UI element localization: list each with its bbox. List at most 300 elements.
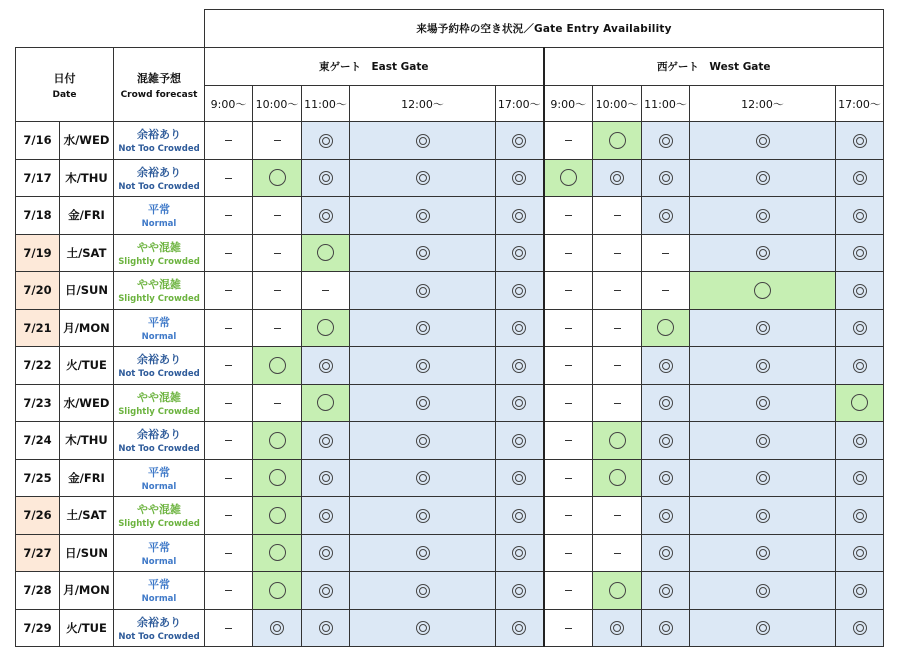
date-cell: 7/17 (16, 159, 60, 197)
single-circle-mark (560, 169, 577, 186)
single-circle-mark (317, 319, 334, 336)
date-cell: 7/25 (16, 459, 60, 497)
east-slot-cell (205, 272, 253, 310)
double-circle-mark (416, 321, 430, 335)
single-circle-mark (269, 169, 286, 186)
forecast-label-jp: 平常 (148, 203, 170, 217)
single-circle-mark (317, 394, 334, 411)
dash-mark (225, 478, 232, 479)
forecast-label-jp: やや混雑 (137, 278, 181, 292)
single-circle-mark (609, 132, 626, 149)
west-slot-cell (836, 459, 884, 497)
dash-mark (274, 403, 281, 404)
forecast-cell (114, 234, 205, 272)
date-header-en: Date (52, 89, 77, 100)
dash-mark (614, 515, 621, 516)
east-slot-cell (350, 422, 496, 460)
forecast-label-en: Slightly Crowded (118, 519, 200, 530)
east-slot-cell (350, 347, 496, 385)
double-circle-mark (853, 471, 867, 485)
east-slot-cell (253, 534, 302, 572)
forecast-label-en: Normal (141, 481, 177, 492)
east-slot-cell (302, 609, 350, 647)
east-slot-cell (496, 197, 544, 235)
dash-mark (225, 328, 232, 329)
west-slot-cell (593, 422, 642, 460)
west-slot-cell (642, 234, 690, 272)
double-circle-mark (853, 434, 867, 448)
double-circle-mark (319, 359, 333, 373)
east-slot-cell (350, 534, 496, 572)
single-circle-mark (269, 357, 286, 374)
dash-mark (565, 590, 572, 591)
dash-mark (614, 328, 621, 329)
day-cell: 水/WED (60, 384, 114, 422)
east-slot-cell (350, 234, 496, 272)
double-circle-mark (659, 546, 673, 560)
west-slot-cell (690, 309, 836, 347)
east-slot-cell (302, 384, 350, 422)
double-circle-mark (416, 171, 430, 185)
double-circle-mark (853, 321, 867, 335)
dash-mark (225, 515, 232, 516)
double-circle-mark (756, 546, 770, 560)
east-slot-cell (253, 609, 302, 647)
forecast-label-jp: やや混雑 (137, 503, 181, 517)
east-slot-cell (350, 122, 496, 160)
west-slot-cell (836, 497, 884, 535)
day-cell: 水/WED (60, 122, 114, 160)
east-slot-cell (496, 272, 544, 310)
forecast-label-en: Normal (141, 594, 177, 605)
west-slot-cell (593, 459, 642, 497)
east-slot-cell (205, 497, 253, 535)
dash-mark (565, 215, 572, 216)
double-circle-mark (416, 396, 430, 410)
east-slot-cell (205, 609, 253, 647)
east-slot-cell (302, 534, 350, 572)
east-slot-cell (496, 609, 544, 647)
date-cell: 7/22 (16, 347, 60, 385)
east-slot-cell (350, 384, 496, 422)
west-slot-cell (836, 609, 884, 647)
forecast-label-en: Not Too Crowded (118, 369, 200, 380)
table-row (16, 497, 884, 535)
double-circle-mark (853, 209, 867, 223)
west-slot-cell (690, 272, 836, 310)
east-slot-cell (496, 497, 544, 535)
forecast-label-jp: 平常 (148, 315, 170, 329)
date-cell: 7/23 (16, 384, 60, 422)
west-slot-cell (836, 159, 884, 197)
west-slot-cell (593, 347, 642, 385)
east-slot-cell (205, 309, 253, 347)
west-slot-cell (544, 459, 593, 497)
table-row (16, 234, 884, 272)
forecast-label-en: Slightly Crowded (118, 294, 200, 305)
east-slot-cell (350, 497, 496, 535)
forecast-label-en: Not Too Crowded (118, 144, 200, 155)
dash-mark (225, 628, 232, 629)
dash-mark (614, 365, 621, 366)
forecast-cell (114, 497, 205, 535)
dash-mark (565, 553, 572, 554)
table-row (16, 384, 884, 422)
double-circle-mark (659, 171, 673, 185)
west-slot-cell (836, 422, 884, 460)
dash-mark (565, 403, 572, 404)
forecast-label-en: Not Too Crowded (118, 181, 200, 192)
day-cell: 火/TUE (60, 347, 114, 385)
forecast-label-jp: 余裕あり (137, 128, 181, 142)
table-row (16, 122, 884, 160)
dash-mark (274, 328, 281, 329)
west-slot-cell (642, 384, 690, 422)
dash-mark (225, 440, 232, 441)
east-slot-cell (205, 347, 253, 385)
double-circle-mark (756, 471, 770, 485)
double-circle-mark (853, 546, 867, 560)
east-slot-cell (205, 459, 253, 497)
east-slot-cell (302, 347, 350, 385)
double-circle-mark (659, 359, 673, 373)
west-slot-cell (690, 122, 836, 160)
double-circle-mark (512, 246, 526, 260)
dash-mark (565, 253, 572, 254)
dash-mark (225, 365, 232, 366)
east-slot-cell (302, 272, 350, 310)
double-circle-mark (853, 134, 867, 148)
west-slot-cell (593, 159, 642, 197)
day-cell: 日/SUN (60, 272, 114, 310)
east-time-12: 12:00～ (350, 86, 496, 122)
west-slot-cell (544, 497, 593, 535)
dash-mark (565, 328, 572, 329)
west-slot-cell (642, 309, 690, 347)
dash-mark (225, 253, 232, 254)
double-circle-mark (756, 246, 770, 260)
table-row (16, 609, 884, 647)
double-circle-mark (512, 359, 526, 373)
west-slot-cell (544, 234, 593, 272)
dash-mark (662, 253, 669, 254)
west-slot-cell (690, 347, 836, 385)
dash-mark (565, 440, 572, 441)
table-row (16, 272, 884, 310)
west-slot-cell (544, 422, 593, 460)
west-slot-cell (642, 609, 690, 647)
double-circle-mark (853, 359, 867, 373)
date-cell: 7/21 (16, 309, 60, 347)
double-circle-mark (416, 621, 430, 635)
double-circle-mark (512, 171, 526, 185)
forecast-cell (114, 309, 205, 347)
dash-mark (322, 290, 329, 291)
double-circle-mark (756, 509, 770, 523)
east-slot-cell (350, 572, 496, 610)
east-slot-cell (302, 459, 350, 497)
west-slot-cell (642, 422, 690, 460)
west-slot-cell (690, 234, 836, 272)
crowd-header-jp: 混雑予想 (137, 71, 181, 85)
forecast-cell (114, 609, 205, 647)
forecast-cell (114, 459, 205, 497)
east-slot-cell (350, 609, 496, 647)
east-slot-cell (302, 309, 350, 347)
dash-mark (274, 253, 281, 254)
single-circle-mark (609, 432, 626, 449)
east-slot-cell (496, 234, 544, 272)
day-cell: 土/SAT (60, 497, 114, 535)
double-circle-mark (756, 434, 770, 448)
west-slot-cell (690, 572, 836, 610)
double-circle-mark (659, 471, 673, 485)
forecast-label-en: Normal (141, 556, 177, 567)
east-slot-cell (350, 159, 496, 197)
west-slot-cell (593, 534, 642, 572)
west-slot-cell (836, 197, 884, 235)
forecast-cell (114, 159, 205, 197)
west-time-12: 12:00～ (690, 86, 836, 122)
double-circle-mark (319, 584, 333, 598)
west-slot-cell (642, 197, 690, 235)
west-slot-cell (836, 122, 884, 160)
forecast-label-en: Slightly Crowded (118, 406, 200, 417)
dash-mark (565, 290, 572, 291)
east-slot-cell (205, 159, 253, 197)
double-circle-mark (512, 621, 526, 635)
date-cell: 7/20 (16, 272, 60, 310)
east-time-10: 10:00～ (253, 86, 302, 122)
date-header (16, 48, 114, 122)
double-circle-mark (416, 284, 430, 298)
east-slot-cell (496, 159, 544, 197)
west-gate-header: 西ゲート West Gate (544, 48, 884, 86)
east-slot-cell (253, 197, 302, 235)
forecast-label-jp: 余裕あり (137, 615, 181, 629)
double-circle-mark (610, 621, 624, 635)
dash-mark (225, 215, 232, 216)
double-circle-mark (512, 284, 526, 298)
dash-mark (274, 290, 281, 291)
dash-mark (225, 403, 232, 404)
dash-mark (225, 290, 232, 291)
availability-table (15, 9, 884, 647)
east-slot-cell (496, 347, 544, 385)
double-circle-mark (853, 621, 867, 635)
west-slot-cell (642, 459, 690, 497)
dash-mark (614, 215, 621, 216)
double-circle-mark (319, 134, 333, 148)
table-row (16, 159, 884, 197)
table-row (16, 309, 884, 347)
west-slot-cell (593, 609, 642, 647)
double-circle-mark (512, 396, 526, 410)
double-circle-mark (756, 209, 770, 223)
east-slot-cell (253, 384, 302, 422)
double-circle-mark (659, 209, 673, 223)
double-circle-mark (756, 134, 770, 148)
single-circle-mark (269, 507, 286, 524)
table-row (16, 572, 884, 610)
single-circle-mark (609, 582, 626, 599)
date-cell: 7/26 (16, 497, 60, 535)
forecast-label-en: Slightly Crowded (118, 256, 200, 267)
east-slot-cell (205, 234, 253, 272)
forecast-cell (114, 197, 205, 235)
double-circle-mark (416, 509, 430, 523)
east-slot-cell (253, 572, 302, 610)
dash-mark (274, 215, 281, 216)
west-slot-cell (544, 159, 593, 197)
double-circle-mark (756, 359, 770, 373)
double-circle-mark (319, 471, 333, 485)
east-slot-cell (253, 234, 302, 272)
dash-mark (614, 403, 621, 404)
east-slot-cell (350, 309, 496, 347)
east-slot-cell (253, 459, 302, 497)
double-circle-mark (512, 434, 526, 448)
east-slot-cell (302, 497, 350, 535)
east-slot-cell (253, 422, 302, 460)
double-circle-mark (270, 621, 284, 635)
west-slot-cell (642, 272, 690, 310)
dash-mark (225, 140, 232, 141)
dash-mark (225, 178, 232, 179)
day-cell: 火/TUE (60, 609, 114, 647)
date-cell: 7/29 (16, 609, 60, 647)
day-cell: 金/FRI (60, 459, 114, 497)
dash-mark (565, 140, 572, 141)
forecast-label-en: Not Too Crowded (118, 444, 200, 455)
east-slot-cell (302, 122, 350, 160)
date-cell: 7/18 (16, 197, 60, 235)
west-slot-cell (593, 309, 642, 347)
west-slot-cell (690, 459, 836, 497)
east-slot-cell (496, 309, 544, 347)
east-slot-cell (253, 497, 302, 535)
west-slot-cell (593, 234, 642, 272)
forecast-label-en: Normal (141, 219, 177, 230)
forecast-cell (114, 272, 205, 310)
double-circle-mark (416, 546, 430, 560)
double-circle-mark (853, 246, 867, 260)
double-circle-mark (416, 471, 430, 485)
west-slot-cell (593, 572, 642, 610)
forecast-label-jp: 余裕あり (137, 353, 181, 367)
forecast-label-en: Not Too Crowded (118, 631, 200, 642)
date-cell: 7/27 (16, 534, 60, 572)
day-cell: 木/THU (60, 422, 114, 460)
single-circle-mark (317, 244, 334, 261)
east-slot-cell (302, 234, 350, 272)
east-slot-cell (496, 422, 544, 460)
east-slot-cell (205, 572, 253, 610)
west-time-17: 17:00～ (836, 86, 884, 122)
double-circle-mark (512, 321, 526, 335)
double-circle-mark (319, 434, 333, 448)
west-slot-cell (642, 159, 690, 197)
double-circle-mark (416, 209, 430, 223)
west-time-9: 9:00～ (544, 86, 593, 122)
east-slot-cell (350, 459, 496, 497)
dash-mark (614, 253, 621, 254)
double-circle-mark (756, 621, 770, 635)
table-row (16, 197, 884, 235)
date-cell: 7/19 (16, 234, 60, 272)
east-time-9: 9:00～ (205, 86, 253, 122)
west-slot-cell (836, 384, 884, 422)
date-cell: 7/16 (16, 122, 60, 160)
east-slot-cell (205, 422, 253, 460)
forecast-cell (114, 534, 205, 572)
forecast-cell (114, 347, 205, 385)
day-cell: 金/FRI (60, 197, 114, 235)
east-slot-cell (350, 197, 496, 235)
double-circle-mark (512, 471, 526, 485)
day-cell: 土/SAT (60, 234, 114, 272)
double-circle-mark (756, 396, 770, 410)
table-row (16, 422, 884, 460)
single-circle-mark (851, 394, 868, 411)
double-circle-mark (853, 584, 867, 598)
double-circle-mark (416, 246, 430, 260)
west-time-10: 10:00～ (593, 86, 642, 122)
single-circle-mark (269, 582, 286, 599)
double-circle-mark (416, 359, 430, 373)
double-circle-mark (659, 621, 673, 635)
east-slot-cell (302, 197, 350, 235)
east-slot-cell (205, 197, 253, 235)
east-slot-cell (496, 572, 544, 610)
forecast-label-jp: 余裕あり (137, 428, 181, 442)
west-slot-cell (544, 534, 593, 572)
east-slot-cell (205, 534, 253, 572)
west-slot-cell (836, 572, 884, 610)
east-slot-cell (302, 422, 350, 460)
day-cell: 木/THU (60, 159, 114, 197)
west-slot-cell (593, 272, 642, 310)
double-circle-mark (512, 584, 526, 598)
double-circle-mark (756, 171, 770, 185)
east-time-17: 17:00～ (496, 86, 544, 122)
table-row (16, 459, 884, 497)
double-circle-mark (610, 171, 624, 185)
table-row (16, 534, 884, 572)
west-slot-cell (836, 234, 884, 272)
west-slot-cell (544, 572, 593, 610)
east-slot-cell (302, 572, 350, 610)
east-slot-cell (496, 122, 544, 160)
dash-mark (614, 553, 621, 554)
double-circle-mark (512, 134, 526, 148)
west-slot-cell (690, 497, 836, 535)
east-slot-cell (496, 534, 544, 572)
double-circle-mark (416, 434, 430, 448)
dash-mark (662, 290, 669, 291)
west-slot-cell (593, 122, 642, 160)
forecast-label-jp: やや混雑 (137, 240, 181, 254)
double-circle-mark (416, 584, 430, 598)
crowd-forecast-header (114, 48, 205, 122)
double-circle-mark (659, 434, 673, 448)
west-slot-cell (690, 534, 836, 572)
east-slot-cell (350, 272, 496, 310)
single-circle-mark (657, 319, 674, 336)
forecast-cell (114, 384, 205, 422)
east-time-11: 11:00～ (302, 86, 350, 122)
single-circle-mark (754, 282, 771, 299)
